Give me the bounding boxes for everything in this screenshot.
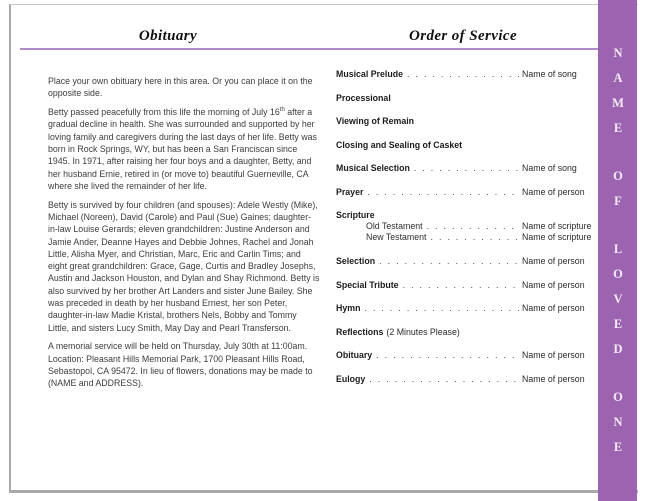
order-of-service-page-title: Order of Service [408,28,518,44]
service-item-label: Eulogy [336,373,366,384]
service-item-label: Viewing of Remain [336,116,415,126]
obituary-paragraph-life-rest: after a gradual decline in health. She was surrounded and supported by her loving family and caregivers during the last days of her life. Betty was born in Rock Springs, WY, but has been a San Franciscan since 1945. In 1971, after raising her four boys and a daughter, Betty, and her husband Ernie, retired in (or move to) beautiful Guerneville, CA where she lived the remainder of her life. [48,107,317,191]
obituary-paragraph-service-info: A memorial service will be held on Thursday, July 30th at 11:00am. Location: Pleasant Hills Memorial Park, 1700 Pleasant Hills Road, Sebastopol, CA 95472. In lieu of flowers, donations may be made to (NAME and ADDRESS). [48,341,313,389]
service-subitem-value: Name of scripture [522,221,592,231]
service-item-label: Prayer [336,186,364,197]
service-item-selection [336,256,588,267]
service-item-musical-selection [336,163,588,174]
service-item-label: Scripture [336,210,375,220]
dot-leader [369,374,519,385]
service-subitem-label: Old Testament [366,221,423,231]
service-item-label: Processional [336,92,391,103]
obituary-paragraph-life-start: Betty passed peacefully from this life the morning of July 16 [48,107,280,118]
service-subitem-label: New Testament [366,232,427,242]
name-of-loved-one-band [598,0,637,501]
order-of-service-list [336,69,592,397]
band-word-one: ONE [611,390,625,465]
service-item-viewing-of-remain [336,116,588,127]
service-item-value: Name of person [522,373,585,384]
service-item-reflections [336,327,588,338]
service-item-value: Name of person [522,256,585,266]
dot-leader [364,303,519,314]
service-item-value: Name of person [522,303,585,313]
service-item-note: (2 Minutes Please) [386,326,460,337]
dot-leader [403,280,519,291]
obituary-paragraph-survivors: Betty is survived by four children (and spouses): Adele Westly (Mike), Michael (Noreen), David (Carole) and Paul (Sue) Gaines; daughter-in-law Louise Gerards; eleven grandchildren: Justine Anderson and Jamie Ander, Deanne Hayes and Debbie Johnes, Rachel and Jonah Little, Alisha Myer, and Christian, Marc, Eric and Carlin Tims; and eight great grandchildren: Grace, Gage, Curtis and Bradley Josephs, Austin and Jackson Houston, and Dylan and Shay Richmond. Betty is also survived by her brother Art Landers and sister June Bailey. She was preceded in death by her husband Ernest, her son Peter, daughter-in-law Madie Kristal, brothers Nels, Bobby and Tommy Little, and sisters Lucy Smith, May Day and Pearl Transferson. [48,199,320,333]
dot-leader [427,221,519,232]
service-item-label: Reflections [336,326,384,337]
obituary-text-block [48,75,320,396]
service-item-label: Closing and Sealing of Casket [336,139,463,150]
band-word-name: NAME [611,46,625,146]
header-divider-line [20,48,610,50]
obituary-paragraph-life [48,106,320,192]
service-item-value: Name of person [522,279,585,290]
service-item-value: Name of person [522,350,585,360]
obituary-page-title: Obituary [138,28,198,44]
service-subitem-value: Name of scripture [522,232,592,242]
service-item-value: Name of song [522,163,577,173]
service-item-special-tribute [336,280,588,291]
dot-leader [379,256,519,267]
dot-leader [407,69,519,80]
service-subitem-old-testament [336,221,592,232]
service-item-label: Musical Selection [336,163,410,173]
service-item-obituary [336,350,588,361]
service-item-hymn [336,303,588,314]
dot-leader [376,350,519,361]
dot-leader [414,163,519,174]
service-item-scripture [336,210,588,221]
service-subitem-new-testament [336,232,592,243]
program-page-sheet [9,4,638,493]
service-item-label: Special Tribute [336,279,399,290]
service-item-closing-and-sealing [336,140,588,151]
obituary-placeholder-paragraph: Place your own obituary here in this area. Or you can place it on the opposite side. [48,76,313,99]
service-item-label: Musical Prelude [336,69,403,79]
service-item-value: Name of song [522,69,577,79]
band-word-of: OF [611,169,625,219]
service-item-label: Selection [336,256,376,266]
service-item-prayer [336,187,588,198]
dot-leader [367,187,519,198]
band-word-loved: LOVED [611,242,625,367]
dot-leader [430,232,519,243]
ordinal-superscript: th [279,107,285,114]
service-item-musical-prelude [336,69,588,80]
service-item-eulogy [336,374,588,385]
service-item-label: Hymn [336,303,361,313]
service-item-label: Obituary [336,350,373,360]
service-item-value: Name of person [522,186,585,197]
service-item-processional [336,93,588,104]
scripture-sub-items [336,221,592,243]
